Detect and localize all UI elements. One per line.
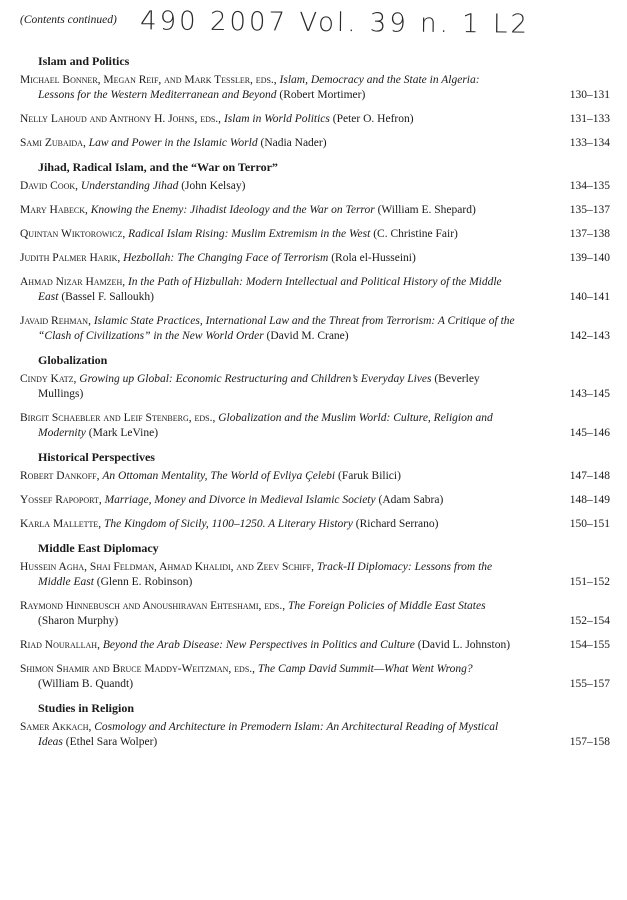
contents-continued-label: (Contents continued) [20, 14, 117, 26]
entry-reviewer: (Bassel F. Salloukh) [61, 291, 155, 303]
entry-title: Law and Power in the Islamic World [88, 137, 258, 149]
entry-author: Samer Akkach, [20, 721, 92, 733]
contents-list [20, 50, 610, 759]
entry-pages: 157–158 [569, 736, 610, 748]
entry-pages: 139–140 [569, 252, 610, 264]
entry-citation [20, 638, 515, 653]
entry-pages: 147–148 [569, 470, 610, 482]
entry-author: Shimon Shamir and Bruce Maddy-Weitzman, eds., [20, 663, 256, 675]
entry-pages: 134–135 [569, 180, 610, 192]
entry-pages: 137–138 [569, 228, 610, 240]
review-entry [20, 493, 610, 508]
review-entry [20, 662, 610, 692]
section-title: Studies in Religion [38, 701, 135, 715]
review-entry [20, 203, 610, 218]
review-entry [20, 372, 610, 402]
entry-title: Beyond the Arab Disease: New Perspectives in Politics and Culture [102, 639, 415, 651]
review-entry [20, 73, 610, 103]
entry-author: Sami Zubaida, [20, 137, 86, 149]
entry-title: Marriage, Money and Divorce in Medieval Islamic Society [104, 494, 376, 506]
entry-pages: 148–149 [569, 494, 610, 506]
entry-reviewer: (David L. Johnston) [417, 639, 511, 651]
entry-reviewer: (Beverley Mullings) [38, 373, 480, 400]
entry-citation [20, 411, 515, 441]
entry-citation [20, 372, 515, 402]
entry-reviewer: (Mark LeVine) [88, 427, 159, 439]
section-title: Jihad, Radical Islam, and the “War on Terror” [38, 160, 278, 174]
entry-author: David Cook, [20, 180, 79, 192]
entry-citation [20, 112, 515, 127]
entry-title: The Foreign Policies of Middle East States [287, 600, 486, 612]
entry-title: Cosmology and Architecture in Premodern Islam: An Architectural Reading of Mystical Ideas [38, 721, 499, 748]
entry-title: Knowing the Enemy: Jihadist Ideology and the War on Terror [90, 204, 375, 216]
entry-pages: 150–151 [569, 518, 610, 530]
entry-title: Islamic State Practices, International Law and the Threat from Terrorism: A Critique of the “Clash of Civilizations” in the New World Order [38, 315, 515, 342]
entry-citation [20, 314, 515, 344]
entry-title: An Ottoman Mentality, The World of Evliya Çelebi [102, 470, 336, 482]
entry-citation [20, 560, 515, 590]
entry-pages: 145–146 [569, 427, 610, 439]
review-entry [20, 136, 610, 151]
entry-pages: 155–157 [569, 678, 610, 690]
entry-author: Ahmad Nizar Hamzeh, [20, 276, 126, 288]
entry-title: Growing up Global: Economic Restructuring and Children’s Everyday Lives [79, 373, 432, 385]
entry-reviewer: (William E. Shepard) [377, 204, 476, 216]
entry-pages: 131–133 [569, 113, 610, 125]
review-entry [20, 560, 610, 590]
entry-pages: 152–154 [569, 615, 610, 627]
review-entry [20, 411, 610, 441]
entry-pages: 142–143 [569, 330, 610, 342]
entry-title: Islam, Democracy and the State in Algeria: Lessons for the Western Mediterranean and Beyond [38, 74, 480, 101]
entry-author: Mary Habeck, [20, 204, 88, 216]
section-title: Globalization [38, 353, 108, 367]
review-entry [20, 638, 610, 653]
review-entry [20, 112, 610, 127]
entry-author: Raymond Hinnebusch and Anoushiravan Ehteshami, eds., [20, 600, 286, 612]
entry-reviewer: (William B. Quandt) [38, 678, 134, 690]
entry-citation [20, 73, 515, 103]
entry-author: Michael Bonner, Megan Reif, and Mark Tessler, eds., [20, 74, 277, 86]
entry-reviewer: (Glenn E. Robinson) [96, 576, 193, 588]
entry-pages: 130–131 [569, 89, 610, 101]
entry-author: Hussein Agha, Shai Feldman, Ahmad Khalidi, and Zeev Schiff, [20, 561, 314, 573]
entry-author: Cindy Katz, [20, 373, 77, 385]
entry-pages: 133–134 [569, 137, 610, 149]
entry-pages: 143–145 [569, 388, 610, 400]
entry-citation [20, 275, 515, 305]
entry-title: Globalization and the Muslim World: Culture, Religion and Modernity [38, 412, 493, 439]
entry-citation [20, 720, 515, 750]
review-entry [20, 314, 610, 344]
handwritten-note: 490 2007 Vol. 39 n. 1 L2 [139, 6, 531, 40]
entry-citation [20, 203, 515, 218]
entry-title: Hezbollah: The Changing Face of Terrorism [123, 252, 329, 264]
review-entry [20, 599, 610, 629]
entry-author: Nelly Lahoud and Anthony H. Johns, eds., [20, 113, 222, 125]
entry-citation [20, 517, 515, 532]
review-entry [20, 227, 610, 242]
entry-reviewer: (Robert Mortimer) [279, 89, 366, 101]
review-entry [20, 720, 610, 750]
entry-reviewer: (Peter O. Hefron) [332, 113, 414, 125]
entry-author: Javaid Rehman, [20, 315, 91, 327]
entry-reviewer: (John Kelsay) [181, 180, 246, 192]
entry-author: Robert Dankoff, [20, 470, 100, 482]
entry-reviewer: (Sharon Murphy) [38, 615, 119, 627]
entry-pages: 140–141 [569, 291, 610, 303]
entry-citation [20, 662, 515, 692]
entry-title: In the Path of Hizbullah: Modern Intellectual and Political History of the Middle East [38, 276, 502, 303]
entry-reviewer: (David M. Crane) [266, 330, 349, 342]
entry-pages: 154–155 [569, 639, 610, 651]
entry-reviewer: (Rola el-Husseini) [331, 252, 416, 264]
entry-citation [20, 227, 515, 242]
entry-citation [20, 136, 515, 151]
entry-title: Radical Islam Rising: Muslim Extremism in the West [128, 228, 371, 240]
review-entry [20, 517, 610, 532]
entry-citation [20, 493, 515, 508]
entry-reviewer: (C. Christine Fair) [373, 228, 458, 240]
entry-reviewer: (Adam Sabra) [378, 494, 444, 506]
entry-title: Islam in World Politics [223, 113, 330, 125]
entry-citation [20, 179, 515, 194]
entry-title: Understanding Jihad [80, 180, 179, 192]
review-entry [20, 275, 610, 305]
review-entry [20, 469, 610, 484]
entry-reviewer: (Faruk Bilici) [337, 470, 401, 482]
section-title: Historical Perspectives [38, 450, 155, 464]
entry-reviewer: (Richard Serrano) [355, 518, 439, 530]
review-entry [20, 179, 610, 194]
entry-citation [20, 251, 515, 266]
entry-title: The Camp David Summit—What Went Wrong? [257, 663, 473, 675]
entry-title: Track-II Diplomacy: Lessons from the Middle East [38, 561, 493, 588]
section-title: Middle East Diplomacy [38, 541, 159, 555]
entry-pages: 151–152 [569, 576, 610, 588]
entry-author: Riad Nourallah, [20, 639, 100, 651]
entry-author: Judith Palmer Harik, [20, 252, 121, 264]
entry-title: The Kingdom of Sicily, 1100–1250. A Literary History [104, 518, 353, 530]
entry-author: Birgit Schaebler and Leif Stenberg, eds., [20, 412, 216, 424]
section-title: Islam and Politics [38, 54, 130, 68]
entry-pages: 135–137 [569, 204, 610, 216]
review-entry [20, 251, 610, 266]
entry-citation [20, 599, 515, 629]
entry-author: Yossef Rapoport, [20, 494, 102, 506]
entry-citation [20, 469, 515, 484]
entry-reviewer: (Ethel Sara Wolper) [65, 736, 158, 748]
entry-author: Karla Mallette, [20, 518, 102, 530]
entry-reviewer: (Nadia Nader) [260, 137, 327, 149]
entry-author: Quintan Wiktorowicz, [20, 228, 126, 240]
